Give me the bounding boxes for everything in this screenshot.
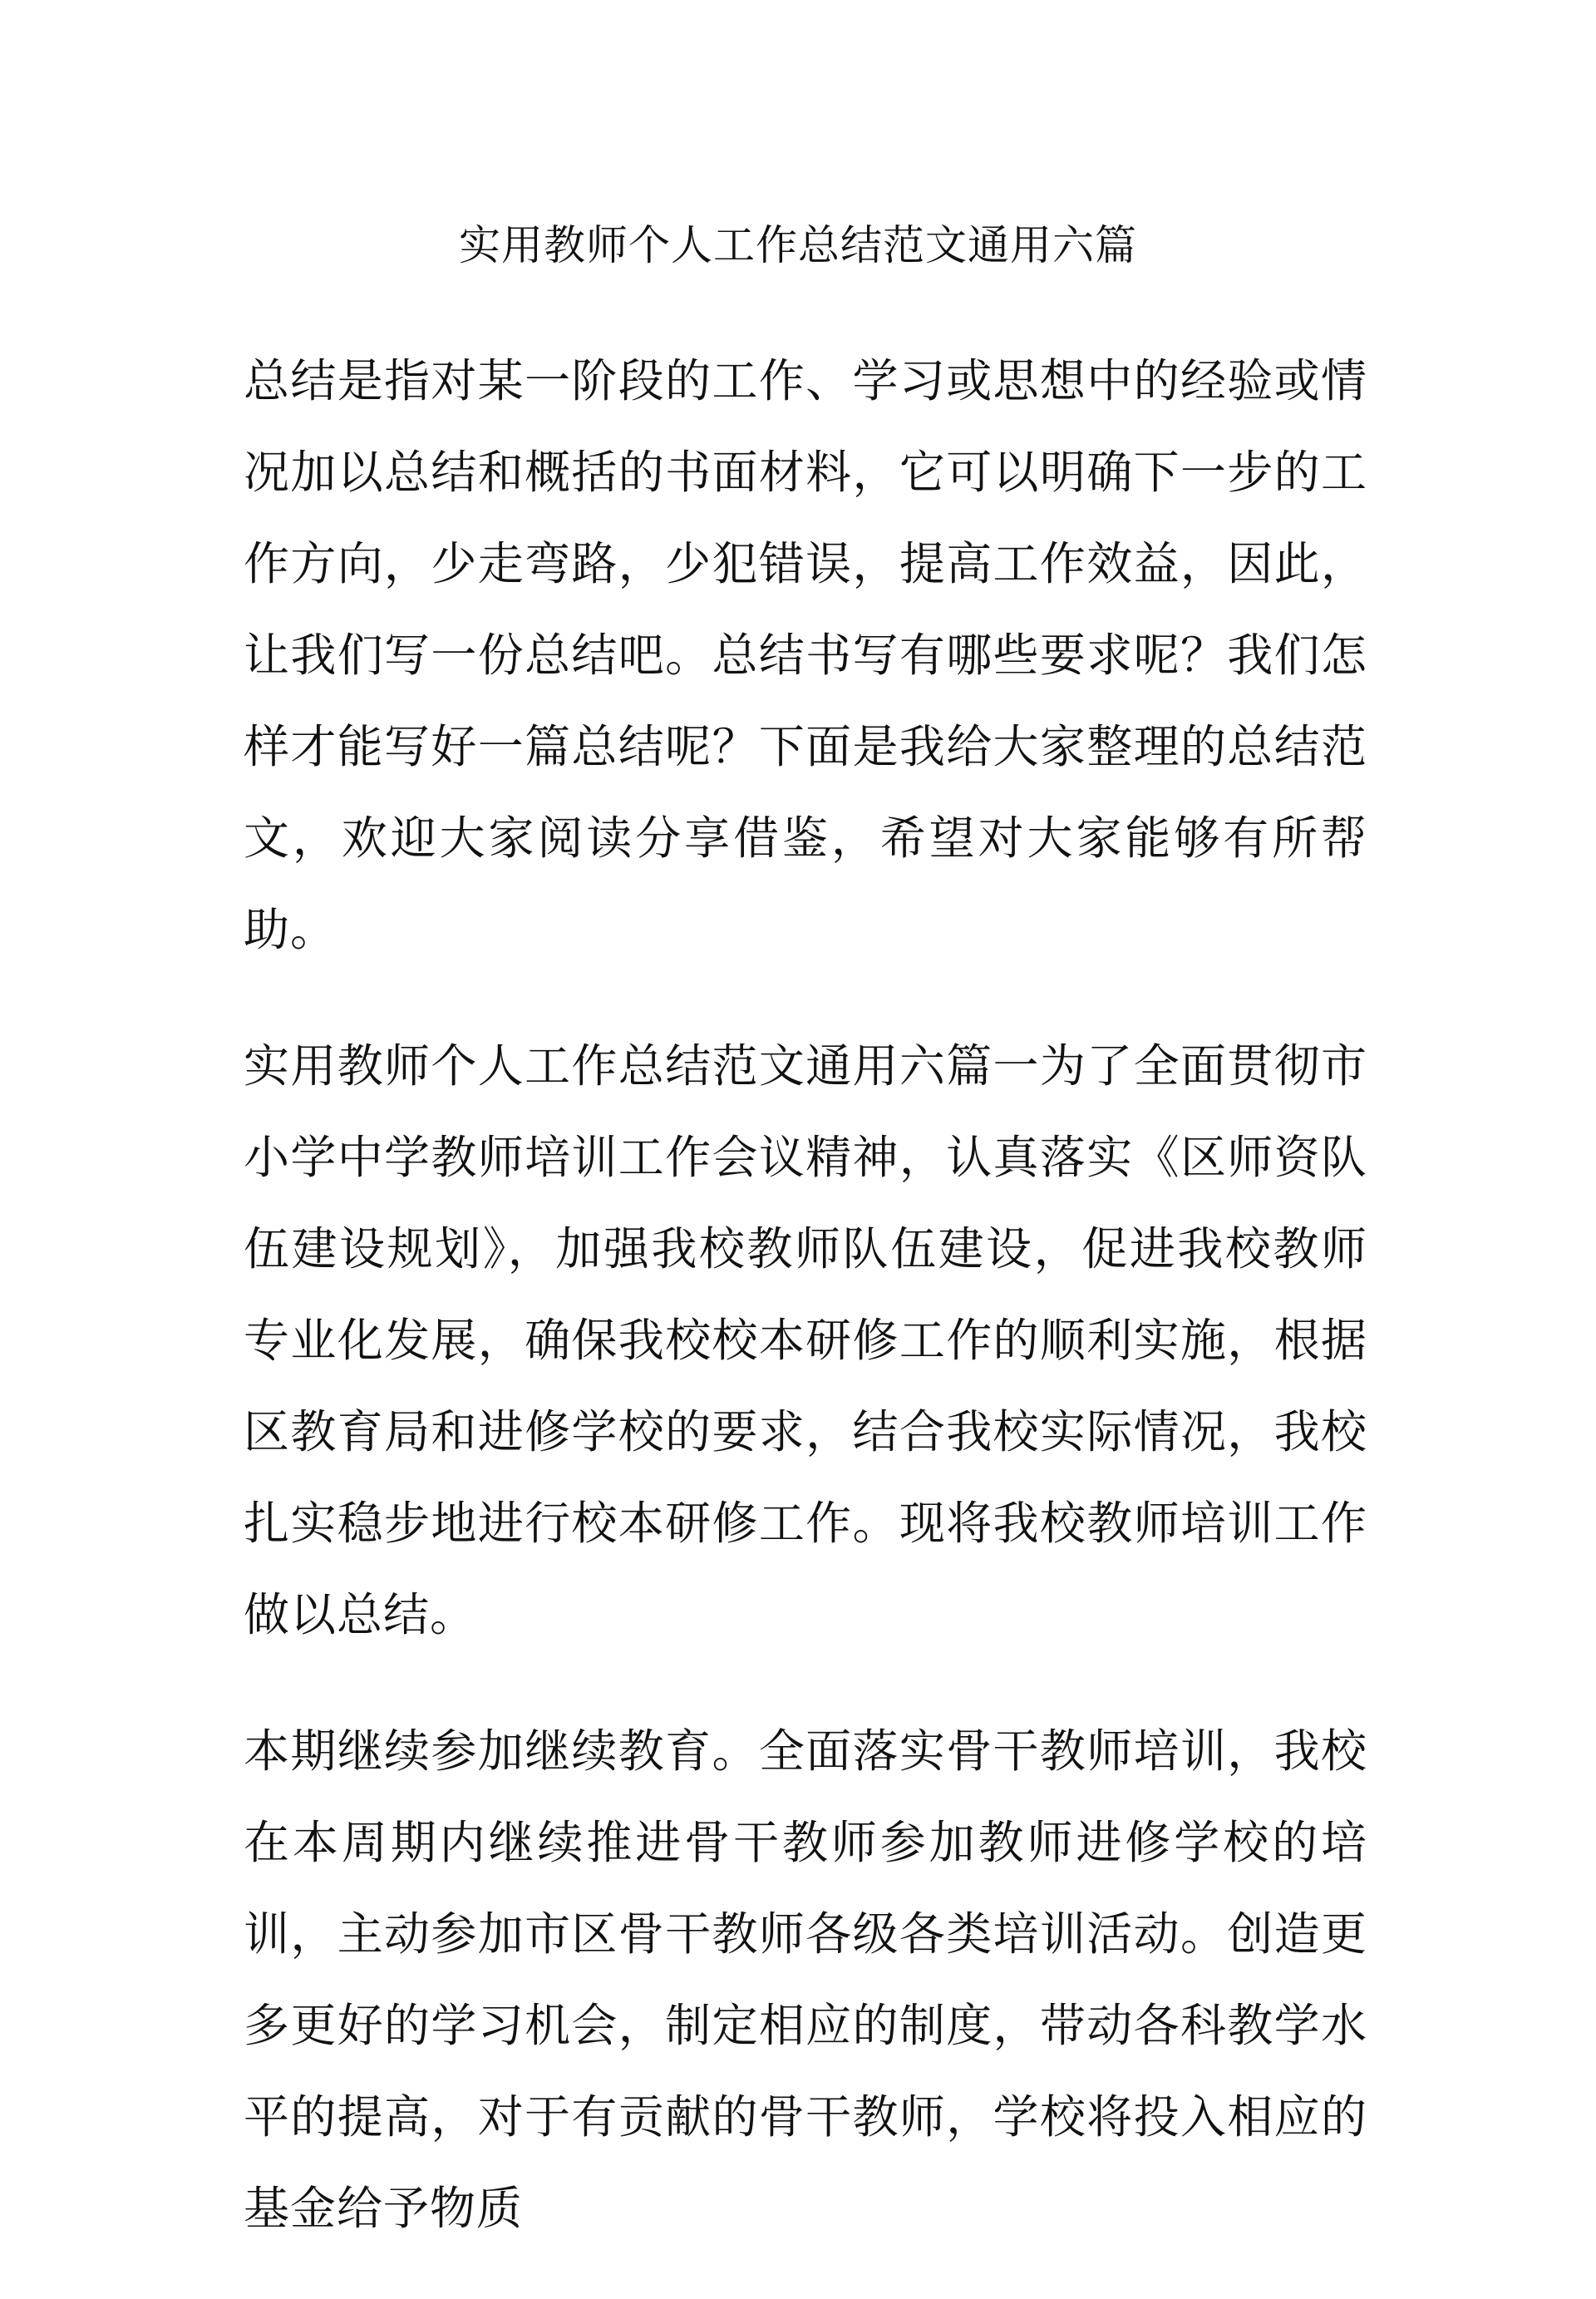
paragraph-article-one: 实用教师个人工作总结范文通用六篇一为了全面贯彻市小学中学教师培训工作会议精神，认真落实《区师资队伍建设规划》，加强我校教师队伍建设，促进我校教师专业化发展，确保我校校本研修工作的顺利实施，根据区教育局和进修学校的要求，结合我校实际情况，我校扎实稳步地进行校本研修工作。现将我校教师培训工作做以总结。 [244, 1039, 1367, 1641]
paragraph-intro: 总结是指对某一阶段的工作、学习或思想中的经验或情况加以总结和概括的书面材料，它可以明确下一步的工作方向，少走弯路，少犯错误，提高工作效益，因此，让我们写一份总结吧。总结书写有哪些要求呢？我们怎样才能写好一篇总结呢？下面是我给大家整理的总结范文，欢迎大家阅读分享借鉴，希望对大家能够有所帮助。 [244, 354, 1367, 956]
document-title: 实用教师个人工作总结范文通用六篇 [459, 221, 1137, 269]
document-body [244, 335, 1367, 2299]
paragraph-continuing-education: 本期继续参加继续教育。全面落实骨干教师培训，我校在本周期内继续推进骨干教师参加教师进修学校的培训，主动参加市区骨干教师各级各类培训活动。创造更多更好的学习机会，制定相应的制度，带动各科教学水平的提高，对于有贡献的骨干教师，学校将投入相应的基金给予物质 [244, 1724, 1367, 2235]
